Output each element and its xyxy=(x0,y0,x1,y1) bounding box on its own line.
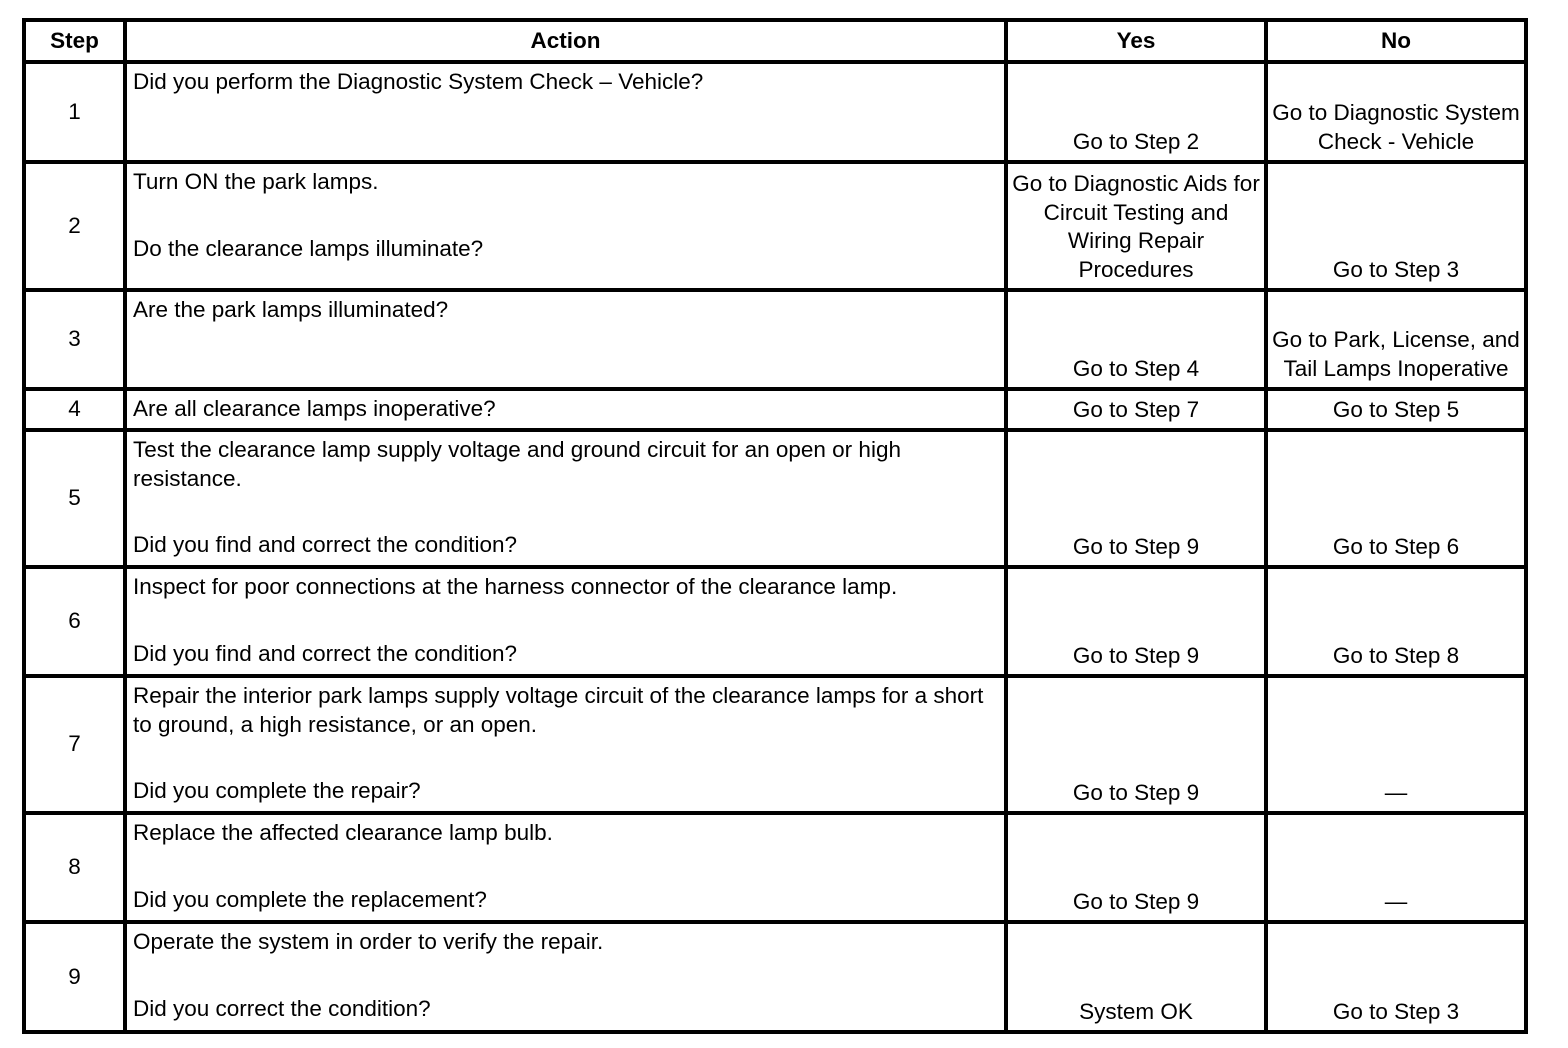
yes-cell: Go to Step 9 xyxy=(1006,430,1266,567)
yes-cell: Go to Step 9 xyxy=(1006,813,1266,922)
no-cell: Go to Step 3 xyxy=(1266,922,1526,1032)
spacer xyxy=(133,848,996,886)
no-cell: Go to Step 5 xyxy=(1266,389,1526,430)
header-yes: Yes xyxy=(1006,20,1266,62)
no-cell: Go to Park, License, and Tail Lamps Inoperative xyxy=(1266,290,1526,389)
table-row xyxy=(24,922,1526,1032)
action-text: Turn ON the park lamps. xyxy=(133,169,379,194)
action-cell xyxy=(125,389,1006,430)
action-text: Repair the interior park lamps supply voltage circuit of the clearance lamps for a short to ground, a high resistance, or an open. xyxy=(133,683,984,737)
no-cell: Go to Step 6 xyxy=(1266,430,1526,567)
action-question: Do the clearance lamps illuminate? xyxy=(133,235,484,261)
action-question: Did you find and correct the condition? xyxy=(133,532,517,557)
action-text: Did you perform the Diagnostic System Check – Vehicle? xyxy=(133,69,704,94)
step-number: 8 xyxy=(24,813,125,922)
yes-cell: Go to Step 9 xyxy=(1006,567,1266,676)
action-cell xyxy=(125,430,1006,567)
table-row xyxy=(24,62,1526,162)
yes-cell: System OK xyxy=(1006,922,1266,1032)
table-row xyxy=(24,389,1526,430)
action-cell xyxy=(125,813,1006,922)
action-text: Operate the system in order to verify the repair. xyxy=(133,929,604,954)
action-text: Replace the affected clearance lamp bulb. xyxy=(133,820,553,845)
step-number: 7 xyxy=(24,676,125,813)
step-number: 5 xyxy=(24,430,125,567)
table-row xyxy=(24,290,1526,389)
table-row xyxy=(24,162,1526,290)
table-row xyxy=(24,813,1526,922)
table-header xyxy=(24,20,1526,62)
header-no: No xyxy=(1266,20,1526,62)
step-number: 4 xyxy=(24,389,125,430)
header-row xyxy=(24,20,1526,62)
yes-cell: Go to Step 4 xyxy=(1006,290,1266,389)
spacer xyxy=(133,957,996,995)
spacer xyxy=(133,602,996,640)
action-cell xyxy=(125,922,1006,1032)
diagnostic-table-container xyxy=(22,18,1528,1034)
action-text: Are all clearance lamps inoperative? xyxy=(133,396,496,421)
yes-cell: Go to Step 7 xyxy=(1006,389,1266,430)
action-cell xyxy=(125,290,1006,389)
action-cell xyxy=(125,676,1006,813)
no-cell: — xyxy=(1266,813,1526,922)
action-question: Did you find and correct the condition? xyxy=(133,640,517,666)
action-question: Did you complete the repair? xyxy=(133,778,421,803)
action-question: Did you correct the condition? xyxy=(133,995,431,1021)
no-cell: Go to Step 8 xyxy=(1266,567,1526,676)
action-question: Did you complete the replacement? xyxy=(133,886,487,912)
spacer xyxy=(133,493,996,531)
step-number: 1 xyxy=(24,62,125,162)
yes-cell: Go to Diagnostic Aids for Circuit Testing and Wiring Repair Procedures xyxy=(1006,162,1266,290)
action-cell xyxy=(125,162,1006,290)
no-cell: Go to Diagnostic System Check - Vehicle xyxy=(1266,62,1526,162)
step-number: 3 xyxy=(24,290,125,389)
no-cell: — xyxy=(1266,676,1526,813)
step-number: 2 xyxy=(24,162,125,290)
header-action: Action xyxy=(125,20,1006,62)
step-number: 9 xyxy=(24,922,125,1032)
action-text: Are the park lamps illuminated? xyxy=(133,297,449,322)
table-row xyxy=(24,676,1526,813)
spacer xyxy=(133,739,996,777)
action-text: Test the clearance lamp supply voltage and ground circuit for an open or high resistance. xyxy=(133,437,901,491)
yes-cell: Go to Step 2 xyxy=(1006,62,1266,162)
table-body xyxy=(24,62,1526,1032)
diagnostic-table xyxy=(22,18,1528,1034)
header-step: Step xyxy=(24,20,125,62)
no-cell: Go to Step 3 xyxy=(1266,162,1526,290)
action-cell xyxy=(125,567,1006,676)
yes-cell: Go to Step 9 xyxy=(1006,676,1266,813)
spacer xyxy=(133,197,996,235)
step-number: 6 xyxy=(24,567,125,676)
table-row xyxy=(24,567,1526,676)
table-row xyxy=(24,430,1526,567)
action-text: Inspect for poor connections at the harness connector of the clearance lamp. xyxy=(133,574,898,599)
action-cell xyxy=(125,62,1006,162)
